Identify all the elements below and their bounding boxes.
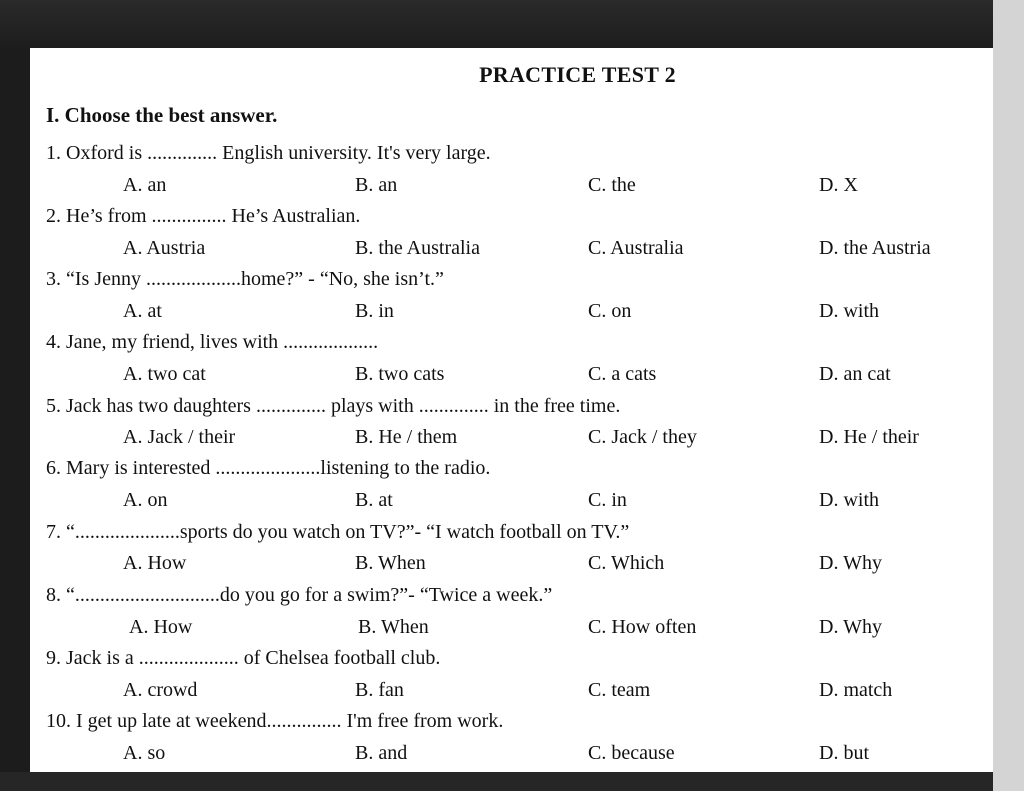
question-9-option-d: D. match — [819, 679, 893, 701]
question-3-text: 3. “Is Jenny ...................home?” - “No, she isn’t.” — [46, 268, 444, 290]
question-1-text: 1. Oxford is .............. English university. It's very large. — [46, 142, 491, 164]
question-3-option-d: D. with — [819, 300, 879, 322]
question-1-option-b: B. an — [355, 174, 398, 196]
question-8-text: 8. “.............................do you go for a swim?”- “Twice a week.” — [46, 584, 553, 606]
question-8-option-c: C. How often — [588, 616, 697, 638]
question-8-option-d: D. Why — [819, 616, 882, 638]
question-1-option-d: D. X — [819, 174, 858, 196]
question-4-option-c: C. a cats — [588, 363, 657, 385]
question-2-option-c: C. Australia — [588, 237, 684, 259]
question-3-option-b: B. in — [355, 300, 394, 322]
question-7-option-a: A. How — [123, 552, 187, 574]
question-6-option-d: D. with — [819, 489, 879, 511]
question-6-text: 6. Mary is interested .....................listening to the radio. — [46, 457, 491, 479]
question-6-option-b: B. at — [355, 489, 393, 511]
question-4-option-d: D. an cat — [819, 363, 891, 385]
question-10-text: 10. I get up late at weekend............... I'm free from work. — [46, 710, 504, 732]
question-7-option-d: D. Why — [819, 552, 882, 574]
question-9-option-c: C. team — [588, 679, 651, 701]
background-bottom-strip — [0, 772, 993, 791]
question-2-option-d: D. the Austria — [819, 237, 931, 259]
question-1-option-c: C. the — [588, 174, 636, 196]
question-4-option-b: B. two cats — [355, 363, 445, 385]
section-heading: I. Choose the best answer. — [46, 103, 278, 127]
question-8-option-b: B. When — [358, 616, 429, 638]
question-5-option-a: A. Jack / their — [123, 426, 236, 448]
background-top-strip — [0, 0, 1024, 48]
question-10-option-a: A. so — [123, 742, 166, 764]
question-4-text: 4. Jane, my friend, lives with ................... — [46, 331, 379, 353]
question-6-option-c: C. in — [588, 489, 627, 511]
question-9-text: 9. Jack is a .................... of Chelsea football club. — [46, 647, 441, 669]
question-2-option-b: B. the Australia — [355, 237, 480, 259]
question-10-option-d: D. but — [819, 742, 869, 764]
question-7-text: 7. “.....................sports do you watch on TV?”- “I watch football on TV.” — [46, 521, 630, 543]
question-2-option-a: A. Austria — [123, 237, 206, 259]
question-9-option-b: B. fan — [355, 679, 404, 701]
worksheet-page — [30, 48, 993, 772]
question-3-option-c: C. on — [588, 300, 632, 322]
question-5-text: 5. Jack has two daughters .............. plays with .............. in the free time. — [46, 395, 621, 417]
question-6-option-a: A. on — [123, 489, 168, 511]
question-4-option-a: A. two cat — [123, 363, 206, 385]
question-7-option-b: B. When — [355, 552, 426, 574]
question-5-option-b: B. He / them — [355, 426, 458, 448]
question-5-option-d: D. He / their — [819, 426, 919, 448]
question-10-option-c: C. because — [588, 742, 675, 764]
question-5-option-c: C. Jack / they — [588, 426, 697, 448]
question-10-option-b: B. and — [355, 742, 408, 764]
question-3-option-a: A. at — [123, 300, 162, 322]
background-right-strip — [993, 0, 1024, 791]
question-8-option-a: A. How — [129, 616, 193, 638]
question-2-text: 2. He’s from ............... He’s Australian. — [46, 205, 361, 227]
question-7-option-c: C. Which — [588, 552, 665, 574]
question-9-option-a: A. crowd — [123, 679, 198, 701]
page-title: PRACTICE TEST 2 — [479, 62, 676, 87]
question-1-option-a: A. an — [123, 174, 167, 196]
